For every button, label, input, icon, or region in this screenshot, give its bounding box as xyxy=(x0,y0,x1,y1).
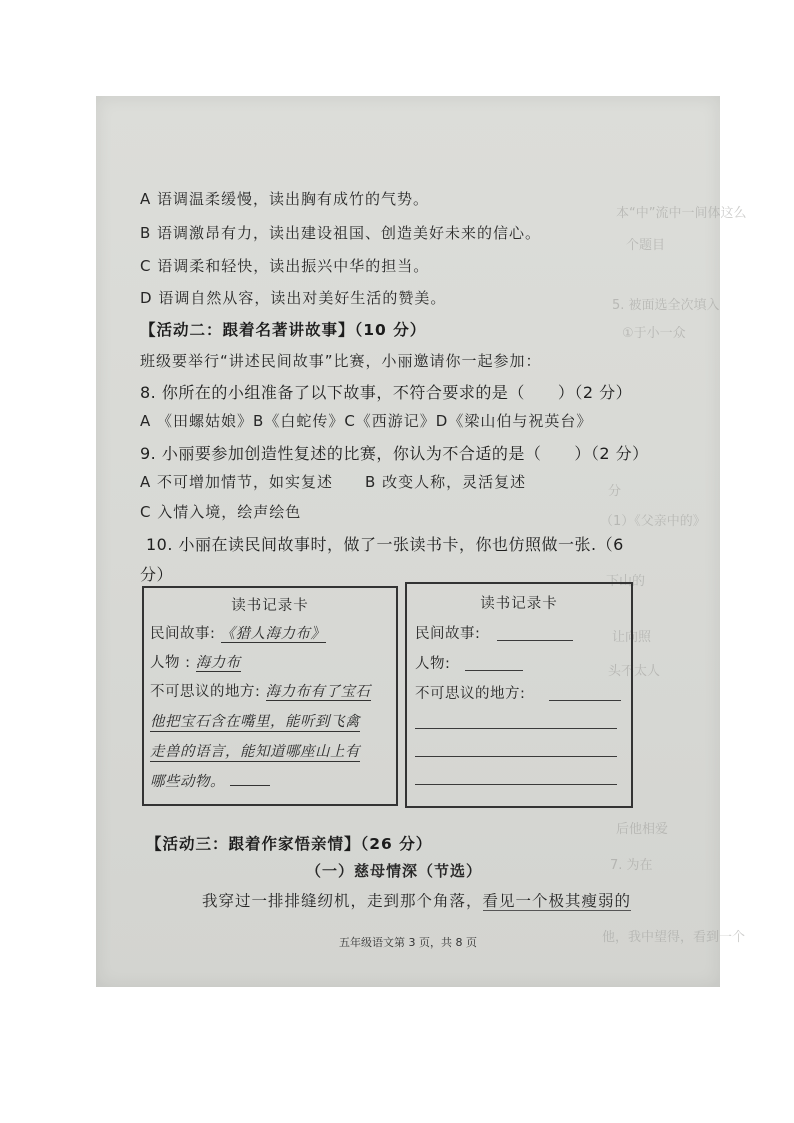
person-value: 海力布 xyxy=(195,655,241,671)
underline-tail xyxy=(230,785,270,786)
reading-card-blank xyxy=(405,582,633,808)
wonder-line-3: 走兽的语言，能知道哪座山上有 xyxy=(150,740,360,762)
person-blank[interactable] xyxy=(465,670,523,671)
bleed-through-text: 分 xyxy=(608,484,622,499)
bleed-through-text: 个题目 xyxy=(626,238,666,253)
exam-page-photo xyxy=(96,96,747,987)
question-8: 8. 你所在的小组准备了以下故事，不符合要求的是（ ）（2 分） xyxy=(140,383,633,402)
card-person-row xyxy=(150,651,241,672)
q7-option-a: A 语调温柔缓慢，读出胸有成竹的气势。 xyxy=(140,190,430,208)
bleed-through-text: 下山的 xyxy=(606,574,646,589)
story-blank[interactable] xyxy=(497,640,573,641)
story-label: 民间故事: xyxy=(150,626,216,642)
wonder-line-2: 他把宝石含在嘴里，能听到飞禽 xyxy=(150,710,360,732)
wonder-blank-1[interactable] xyxy=(549,700,621,701)
wonder-blank-2[interactable] xyxy=(415,728,617,729)
passage-line xyxy=(202,889,631,911)
activity3-heading: 【活动三：跟着作家悟亲情】（26 分） xyxy=(146,835,433,853)
wonder-blank-3[interactable] xyxy=(415,756,617,757)
story-value: 《猎人海力布》 xyxy=(220,626,326,642)
wonder-label: 不可思议的地方: xyxy=(415,686,526,702)
story-label: 民间故事: xyxy=(415,626,481,642)
question-10-cont: 分） xyxy=(140,565,174,584)
bleed-through-text: 他，我中望得，看到一个 xyxy=(602,930,746,945)
activity2-heading: 【活动二：跟着名著讲故事】（10 分） xyxy=(140,321,427,339)
bleed-through-text: 头不太人 xyxy=(608,664,661,679)
wonder-line-4-row xyxy=(150,770,270,791)
wonder-line-4: 哪些动物。 xyxy=(150,774,225,790)
wonder-blank-4[interactable] xyxy=(415,784,617,785)
card-story-row xyxy=(150,622,326,643)
q7-option-d: D 语调自然从容，读出对美好生活的赞美。 xyxy=(140,289,447,307)
page-footer: 五年级语文第 3 页，共 8 页 xyxy=(339,936,477,949)
q7-option-b: B 语调激昂有力，读出建设祖国、创造美好未来的信心。 xyxy=(140,224,542,242)
q7-option-c: C 语调柔和轻快，读出振兴中华的担当。 xyxy=(140,257,430,275)
passage-start: 我穿过一排排缝纫机，走到那个角落， xyxy=(202,892,483,910)
person-label: 人物: xyxy=(415,656,451,672)
question-8-options: A 《田螺姑娘》B《白蛇传》C《西游记》D《梁山伯与祝英台》 xyxy=(140,412,593,430)
card-title: 读书记录卡 xyxy=(480,596,558,612)
bleed-through-text: （1）《父亲中的》 xyxy=(600,514,706,529)
card-wonder-row xyxy=(150,680,371,701)
question-9-options-ab: A 不可增加情节，如实复述 B 改变人称，灵活复述 xyxy=(140,473,527,491)
wonder-line-1: 海力布有了宝石 xyxy=(265,684,371,700)
section-title: （一）慈母情深（节选） xyxy=(306,862,483,880)
question-9-option-c: C 入情入境，绘声绘色 xyxy=(140,503,302,521)
card-title: 读书记录卡 xyxy=(231,598,309,614)
passage-underlined: 看见一个极其瘦弱的 xyxy=(482,892,632,910)
activity2-intro: 班级要举行“讲述民间故事”比赛，小丽邀请你一起参加： xyxy=(140,352,542,370)
person-label: 人物 : xyxy=(150,655,191,671)
bleed-through-text: 5. 被面选全次填入 xyxy=(612,298,720,313)
question-9: 9. 小丽要参加创造性复述的比赛，你认为不合适的是（ ）（2 分） xyxy=(140,444,649,463)
bleed-through-text: 7. 为在 xyxy=(610,858,653,873)
bleed-through-text: 后他相爱 xyxy=(616,822,669,837)
bleed-through-text: 让向照 xyxy=(612,630,652,645)
bleed-through-text: ①于小一众 xyxy=(622,326,686,341)
bleed-through-text: 本“中”流中一间体这么 xyxy=(616,206,747,221)
wonder-label: 不可思议的地方: xyxy=(150,684,261,700)
question-10: 10. 小丽在读民间故事时，做了一张读书卡，你也仿照做一张.（6 xyxy=(146,535,624,554)
reading-card-sample xyxy=(142,586,398,806)
